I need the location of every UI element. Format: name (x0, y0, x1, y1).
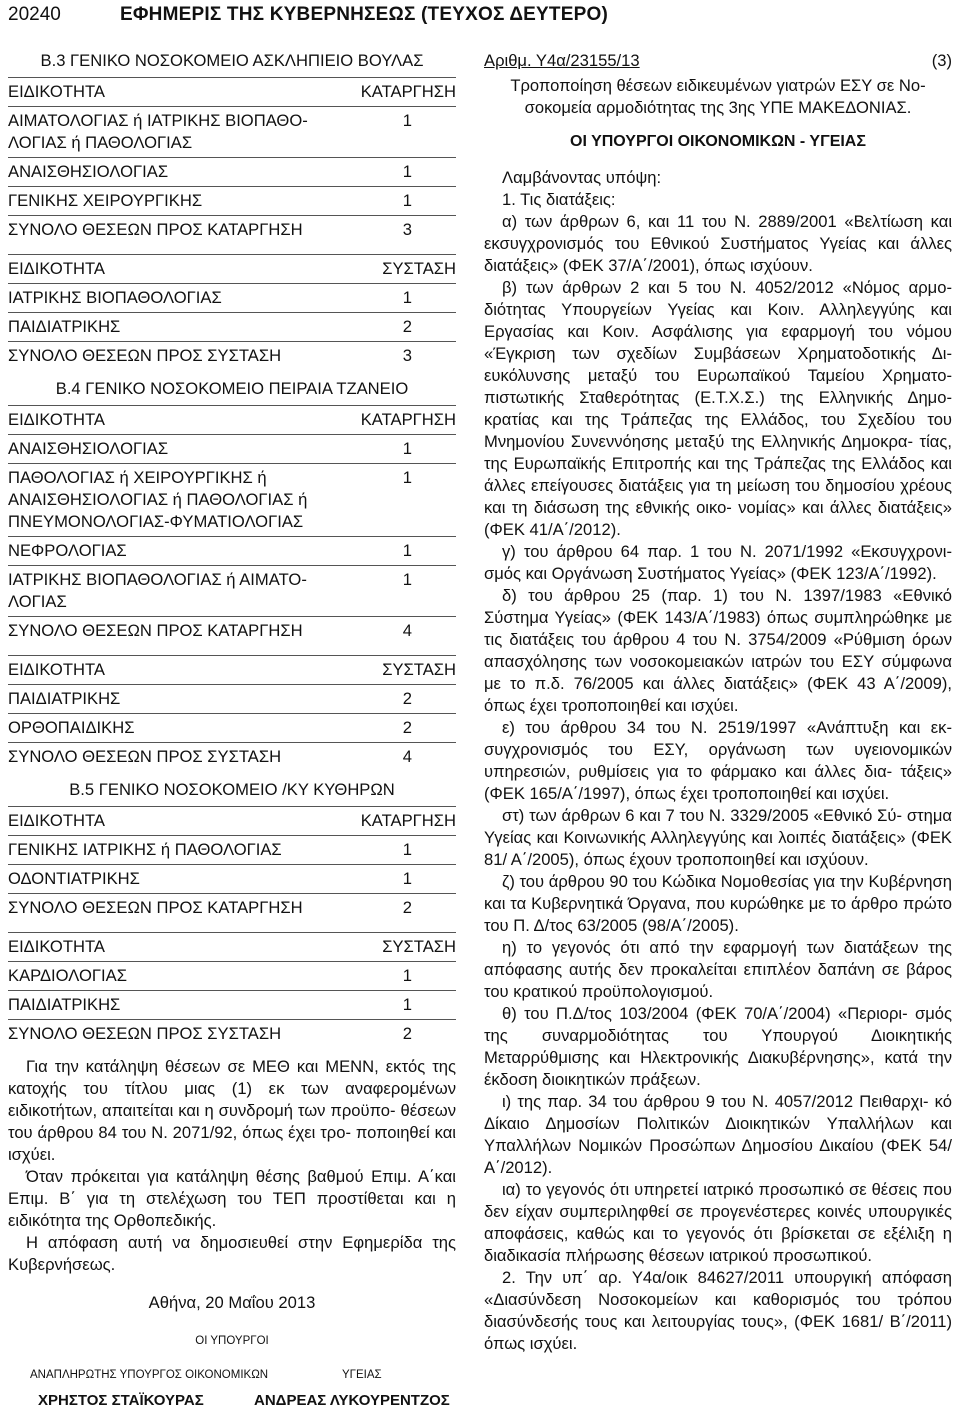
table-row (8, 464, 456, 537)
count-cell: 3 (352, 342, 456, 371)
table-header-row (8, 656, 456, 685)
table-row (8, 865, 456, 894)
specialty-cell: ΚΑΡΔΙΟΛΟΓΙΑΣ (8, 962, 352, 991)
count-cell: 1 (352, 464, 456, 537)
count-cell: 2 (352, 313, 456, 342)
count-cell: 2 (352, 1020, 456, 1049)
table-header-row (8, 406, 456, 435)
column-header-specialty: ΕΙΔΙΚΟΤΗΤΑ (8, 807, 352, 836)
count-cell: 2 (352, 685, 456, 714)
table-row (8, 313, 456, 342)
specialty-cell: ΣΥΝΟΛΟ ΘΕΣΕΩΝ ΠΡΟΣ ΚΑΤΑΡΓΗΣΗ (8, 617, 352, 646)
count-cell: 1 (352, 836, 456, 865)
specialty-cell: ΑΝΑΙΣΘΗΣΙΟΛΟΓΙΑΣ (8, 435, 352, 464)
specialty-cell: ΓΕΝΙΚΗΣ ΙΑΤΡΙΚΗΣ ή ΠΑΘΟΛΟΓΙΑΣ (8, 836, 352, 865)
signature-roles (8, 1364, 456, 1390)
hospital-sections (8, 50, 456, 1048)
legal-basis-item: δ) του άρθρου 25 (παρ. 1) του Ν. 1397/1983 «Εθνικό Σύστημα Υγείας» (ΦΕΚ 143/Α΄/1983) όπως συμπληρώθηκε με τις διατάξεις του άρθρου 4 του Ν. 3754/2009 «Ρύθμιση όρων απασχόλησης των νοσοκομειακών ιατρών του ΕΣΥ σύμφωνα με το π.δ. 76/2005 και άλλες διατάξεις» (ΦΕΚ 43 Α΄/2009), όπως έχει τροποποιηθεί και ισχύει. (484, 586, 952, 715)
table-row (8, 894, 456, 923)
sig-left-role: ΑΝΑΠΛΗΡΩΤΗΣ ΥΠΟΥΡΓΟΣ ΟΙΚΟΝΟΜΙΚΩΝ (30, 1369, 269, 1381)
table-row (8, 435, 456, 464)
legal-basis-item: α) των άρθρων 6, και 11 του Ν. 2889/2001 «Βελτίωση και εκσυγχρονισμός του Εθνικού Συστήματος Υγείας και άλλες διατάξεις» (ΦΕΚ 37/Α΄/2001), όπως ισχύουν. (484, 212, 952, 275)
table-row (8, 284, 456, 313)
count-cell: 1 (352, 991, 456, 1020)
table-row (8, 158, 456, 187)
specialty-cell: ΙΑΤΡΙΚΗΣ ΒΙΟΠΑΘΟΛΟΓΙΑΣ (8, 284, 352, 313)
closing-paragraph: Όταν πρόκειται για κατάληψη θέσης βαθμού Επιμ. Α΄και Επιμ. Β΄ για τη στελέχωση του ΤΕΠ προστίθεται και η ειδικότητα της Ορθοπεδικής. (8, 1167, 456, 1230)
column-header-action: ΚΑΤΑΡΓΗΣΗ (352, 807, 456, 836)
specialty-cell: ΝΕΦΡΟΛΟΓΙΑΣ (8, 537, 352, 566)
positions-table (8, 655, 456, 771)
specialty-cell: ΣΥΝΟΛΟ ΘΕΣΕΩΝ ΠΡΟΣ ΣΥΣΤΑΣΗ (8, 342, 352, 371)
specialty-cell: ΓΕΝΙΚΗΣ ΧΕΙΡΟΥΡΓΙΚΗΣ (8, 187, 352, 216)
item-1: 1. Τις διατάξεις: (502, 190, 616, 209)
column-header-specialty: ΕΙΔΙΚΟΤΗΤΑ (8, 255, 352, 284)
count-cell: 4 (352, 743, 456, 772)
decision-number-row (484, 50, 952, 72)
specialty-cell: ΣΥΝΟΛΟ ΘΕΣΕΩΝ ΠΡΟΣ ΣΥΣΤΑΣΗ (8, 1020, 352, 1049)
table-row (8, 342, 456, 371)
count-cell: 2 (352, 714, 456, 743)
specialty-cell: ΟΡΘΟΠΑΙΔΙΚΗΣ (8, 714, 352, 743)
positions-table (8, 254, 456, 370)
sig-left-name: ΧΡΗΣΤΟΣ ΣΤΑΪΚΟΥΡΑΣ (38, 1392, 204, 1409)
column-header-action: ΣΥΣΤΑΣΗ (352, 255, 456, 284)
column-header-specialty: ΕΙΔΙΚΟΤΗΤΑ (8, 78, 352, 107)
legal-basis-item: 2. Την υπ΄ αρ. Υ4α/οικ 84627/2011 υπουργική απόφαση «Διασύνδεση Νοσοκομείων και καθορισμός του τρόπου διασύνδεσής τους και λειτουργίας τους», (ΦΕΚ 1681/ Β΄/2011) όπως ισχύει. (484, 1268, 952, 1353)
ministers-label: ΟΙ ΥΠΟΥΡΓΟΙ (195, 1335, 269, 1347)
specialty-cell: ΣΥΝΟΛΟ ΘΕΣΕΩΝ ΠΡΟΣ ΚΑΤΑΡΓΗΣΗ (8, 894, 352, 923)
table-row (8, 685, 456, 714)
table-header-row (8, 933, 456, 962)
table-row (8, 991, 456, 1020)
table-row (8, 743, 456, 772)
legal-basis-item: ι) της παρ. 34 του άρθρου 9 του Ν. 4057/2012 Πειθαρχι- κό Δίκαιο Δημοσίων Πολιτικών Διοικητικών Υπαλλήλων και Υπαλλήλων Νομικών Προσώπων Δημοσίου Δικαίου (ΦΕΚ 54/Α΄/2012). (484, 1092, 952, 1177)
legal-basis-list (484, 211, 952, 1355)
left-column (8, 50, 456, 1414)
page-header (0, 0, 960, 40)
table-row (8, 962, 456, 991)
table-row (8, 617, 456, 646)
specialty-cell: ΑΙΜΑΤΟΛΟΓΙΑΣ ή ΙΑΤΡΙΚΗΣ ΒΙΟΠΑΘΟ- ΛΟΓΙΑΣ ή ΠΑΘΟΛΟΓΙΑΣ (8, 107, 352, 158)
specialty-cell: ΣΥΝΟΛΟ ΘΕΣΕΩΝ ΠΡΟΣ ΚΑΤΑΡΓΗΣΗ (8, 216, 352, 245)
count-cell: 1 (352, 435, 456, 464)
positions-table (8, 806, 456, 922)
signature-names (8, 1390, 456, 1414)
specialty-cell: ΣΥΝΟΛΟ ΘΕΣΕΩΝ ΠΡΟΣ ΣΥΣΤΑΣΗ (8, 743, 352, 772)
count-cell: 1 (352, 566, 456, 617)
table-row (8, 714, 456, 743)
legal-basis-item: ζ) του άρθρου 90 του Κώδικα Νομοθεσίας για την Κυβέρνηση και τα Κυβερνητικά Όργανα, που κυρώθηκε με το άρθρο πρώτο του Π. Δ/τος 63/2005 (98/Α΄/2005). (484, 872, 952, 935)
ministers-heading: ΟΙ ΥΠΟΥΡΓΟΙ ΟΙΚΟΝΟΜΙΚΩΝ - ΥΓΕΙΑΣ (570, 133, 866, 150)
positions-table (8, 405, 456, 645)
sig-right-name: ΑΝΔΡΕΑΣ ΛΥΚΟΥΡΕΝΤΖΟΣ (254, 1392, 450, 1409)
table-header-row (8, 255, 456, 284)
specialty-cell: ΙΑΤΡΙΚΗΣ ΒΙΟΠΑΘΟΛΟΓΙΑΣ ή ΑΙΜΑΤΟ- ΛΟΓΙΑΣ (8, 566, 352, 617)
hospital-title: Β.4 ΓΕΝΙΚΟ ΝΟΣΟΚΟΜΕΙΟ ΠΕΙΡΑΙΑ ΤΖΑΝΕΙΟ (55, 379, 409, 398)
specialty-cell: ΠΑΙΔΙΑΤΡΙΚΗΣ (8, 991, 352, 1020)
table-header-row (8, 78, 456, 107)
count-cell: 1 (352, 158, 456, 187)
count-cell: 1 (352, 187, 456, 216)
column-header-action: ΚΑΤΑΡΓΗΣΗ (352, 406, 456, 435)
hospital-title: Β.5 ΓΕΝΙΚΟ ΝΟΣΟΚΟΜΕΙΟ /ΚΥ ΚΥΘΗΡΩΝ (69, 780, 395, 799)
specialty-cell: ΟΔΟΝΤΙΑΤΡΙΚΗΣ (8, 865, 352, 894)
closing-paragraphs (8, 1056, 456, 1276)
sig-right-role: ΥΓΕΙΑΣ (342, 1369, 382, 1381)
decision-subject: Τροποποίηση θέσεων ειδικευμένων γιατρών ΕΣΥ σε Νο- σοκομεία αρμοδιότητας της 3ης ΥΠΕ ΜΑΚΕΔΟΝΙΑΣ. (510, 76, 926, 117)
positions-table (8, 77, 456, 244)
column-header-action: ΚΑΤΑΡΓΗΣΗ (352, 78, 456, 107)
gazette-title: ΕΦΗΜΕΡΙΣ ΤΗΣ ΚΥΒΕΡΝΗΣΕΩΣ (ΤΕΥΧΟΣ ΔΕΥΤΕΡΟ) (120, 4, 608, 25)
column-header-specialty: ΕΙΔΙΚΟΤΗΤΑ (8, 406, 352, 435)
table-row (8, 566, 456, 617)
legal-basis-item: ια) το γεγονός ότι υπηρετεί ιατρικό προσωπικό σε θέσεις που δεν είχαν συμπεριληφθεί σε προγενέστερες κοινές υπουργικές αποφάσεις, καθώς και το γεγονός ότι βρίσκεται σε εξέλιξη η διαδικασία πλήρωσης θέσεων ιατρικού προσωπικού. (484, 1180, 952, 1265)
count-cell: 4 (352, 617, 456, 646)
specialty-cell: ΠΑΙΔΙΑΤΡΙΚΗΣ (8, 685, 352, 714)
legal-basis-item: στ) των άρθρων 6 και 7 του Ν. 3329/2005 «Εθνικό Σύ- στημα Υγείας και Κοινωνικής Αλληλεγγύης και λοιπές διατάξεις» (ΦΕΚ 81/ Α΄/2005), όπως έχουν τροποποιηθεί και ισχύουν. (484, 806, 952, 869)
right-column (484, 50, 952, 1355)
column-header-specialty: ΕΙΔΙΚΟΤΗΤΑ (8, 656, 352, 685)
decision-number: Αριθμ. Υ4α/23155/13 (484, 51, 640, 70)
column-header-specialty: ΕΙΔΙΚΟΤΗΤΑ (8, 933, 352, 962)
hospital-title: Β.3 ΓΕΝΙΚΟ ΝΟΣΟΚΟΜΕΙΟ ΑΣΚΛΗΠΙΕΙΟ ΒΟΥΛΑΣ (40, 51, 424, 70)
specialty-cell: ΠΑΘΟΛΟΓΙΑΣ ή ΧΕΙΡΟΥΡΓΙΚΗΣ ή ΑΝΑΙΣΘΗΣΙΟΛΟΓΙΑΣ ή ΠΑΘΟΛΟΓΙΑΣ ή ΠΝΕΥΜΟΝΟΛΟΓΙΑΣ-ΦΥΜΑΤΙΟΛΟΓΙΑΣ (8, 464, 352, 537)
count-cell: 2 (352, 894, 456, 923)
table-row (8, 187, 456, 216)
table-row (8, 107, 456, 158)
column-header-action: ΣΥΣΤΑΣΗ (352, 656, 456, 685)
decision-ref: (3) (931, 51, 952, 70)
page-number: 20240 (8, 4, 61, 25)
legal-basis-item: β) των άρθρων 2 και 5 του Ν. 4052/2012 «Νόμος αρμο- διότητας Υπουργείων Υγείας και Κοιν. Αλληλεγγύης και Εργασίας και Κοιν. Ασφάλισης για εφαρμογή του νόμου «Έγκριση των σχεδίων Συμβάσεων Χρηματοδοτικής Δι- ευκόλυνσης μεταξύ του Ευρωπαϊκού Ταμείου Χρηματο- πιστωτικής Σταθερότητας (Ε.Τ.Χ.Σ.) της Ελληνικής Δημο- κρατίας και της Τράπεζας της Ελλάδος, του Σχεδίου του Μνημονίου Συνεννόησης μεταξύ της Ελληνικής Δημοκρα- τίας, της Ευρωπαϊκής Επιτροπής και της Τράπεζας της Ελλάδος και άλλες επείγουσες διατάξεις για τη μείωση του δημοσίου χρέους και τη διάσωση της εθνικής οικο- νομίας» και άλλες διατάξεις» (ΦΕΚ 41/Α΄/2012). (484, 278, 952, 539)
specialty-cell: ΠΑΙΔΙΑΤΡΙΚΗΣ (8, 313, 352, 342)
legal-basis-item: η) το γεγονός ότι από την εφαρμογή των διατάξεων της απόφασης αυτής δεν προκαλείται επιπλέον δαπάνη σε βάρος του κρατικού προϋπολογισμού. (484, 938, 952, 1001)
count-cell: 1 (352, 284, 456, 313)
count-cell: 1 (352, 962, 456, 991)
table-row (8, 537, 456, 566)
count-cell: 1 (352, 537, 456, 566)
intro-line: Λαμβάνοντας υπόψη: (502, 168, 662, 187)
legal-basis-item: θ) του Π.Δ/τος 103/2004 (ΦΕΚ 70/Α΄/2004) «Περιορι- σμός της συναρμοδιότητας του Υπουργού Διοικητικής Μεταρρύθμισης και Ηλεκτρονικής Διακυβέρνησης», κατά την έκδοση διοικητικών πράξεων. (484, 1004, 952, 1089)
legal-basis-item: γ) του άρθρου 64 παρ. 1 του Ν. 2071/1992 «Εκσυγχρονι- σμός και Οργάνωση Συστήματος Υγείας» (ΦΕΚ 123/Α΄/1992). (484, 542, 952, 583)
table-header-row (8, 807, 456, 836)
table-row (8, 836, 456, 865)
count-cell: 3 (352, 216, 456, 245)
table-row (8, 216, 456, 245)
place-date: Αθήνα, 20 Μαΐου 2013 (148, 1293, 316, 1312)
legal-basis-item: ε) του άρθρου 34 του Ν. 2519/1997 «Ανάπτυξη και εκ- συγχρονισμός του ΕΣΥ, οργάνωση των υγειονομικών υπηρεσιών, ρυθμίσεις για το φάρμακο και άλλες δια- τάξεις» (ΦΕΚ 165/Α΄/1997), όπως έχει τροποποιηθεί και ισχύει. (484, 718, 952, 803)
count-cell: 1 (352, 107, 456, 158)
positions-table (8, 932, 456, 1048)
closing-paragraph: Η απόφαση αυτή να δημοσιευθεί στην Εφημερίδα της Κυβερνήσεως. (8, 1233, 456, 1274)
table-row (8, 1020, 456, 1049)
closing-paragraph: Για την κατάληψη θέσεων σε ΜΕΘ και ΜΕΝΝ, εκτός της κατοχής του τίτλου μιας (1) εκ των αναφερομένων ειδικοτήτων, απαιτείται και η συνδρομή των προϋπο- θέσεων του άρθρου 84 του Ν. 2071/92, όπως έχει τρο- ποποιηθεί και ισχύει. (8, 1057, 456, 1164)
column-header-action: ΣΥΣΤΑΣΗ (352, 933, 456, 962)
count-cell: 1 (352, 865, 456, 894)
specialty-cell: ΑΝΑΙΣΘΗΣΙΟΛΟΓΙΑΣ (8, 158, 352, 187)
